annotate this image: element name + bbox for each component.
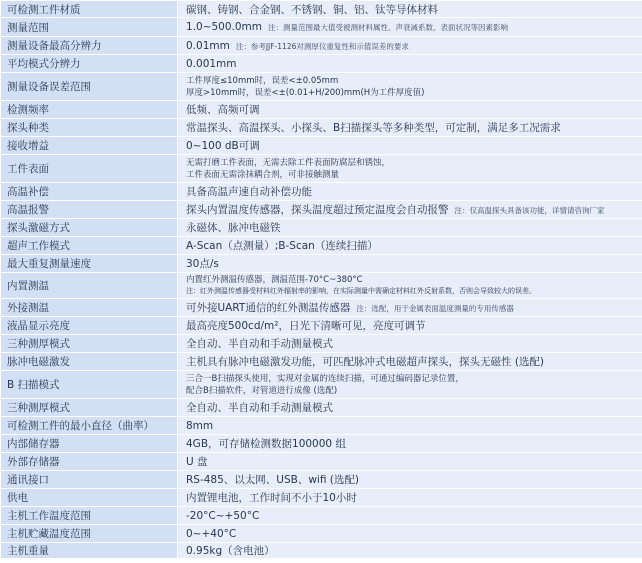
row-value	[178, 317, 642, 335]
row-value	[178, 183, 642, 201]
value-note: 注：测量范围最大值受被测材料属性、声衰减系数、表面状况等因素影响	[268, 23, 509, 32]
value-text: 0~+40°C	[186, 527, 237, 540]
table-row	[1, 273, 642, 299]
row-label: 供电	[1, 489, 178, 507]
value-line: 无需打磨工件表面，无需去除工件表面防腐层和锈蚀，	[186, 157, 391, 168]
value-text: 常温探头、高温探头、小探头、B扫描探头等多种类型，可定制，满足多工况需求	[186, 122, 561, 134]
row-value	[178, 471, 642, 489]
value-note: 注：选配，用于金属表面温度测量的专用传感器	[356, 304, 514, 313]
row-value	[178, 399, 642, 417]
value-text: 全自动、半自动和手动测量模式	[186, 338, 333, 350]
row-value	[178, 273, 642, 299]
row-value	[178, 489, 642, 507]
row-label: 检测频率	[1, 101, 178, 119]
row-label: 最大重复测量速度	[1, 255, 178, 273]
value-line: 内置红外测温传感器，测温范围-70°C~380°C	[186, 274, 363, 285]
row-label: 主机重量	[1, 543, 178, 559]
row-label: 外部存储器	[1, 453, 178, 471]
row-label: 测量范围	[1, 18, 178, 37]
row-label: 三种测厚模式	[1, 399, 178, 417]
row-value	[178, 543, 642, 559]
row-value	[178, 18, 642, 37]
table-row	[1, 489, 642, 507]
table-row	[1, 101, 642, 119]
row-label: 液晶显示亮度	[1, 317, 178, 335]
table-row	[1, 137, 642, 155]
row-label: B 扫描模式	[1, 371, 178, 399]
table-row	[1, 453, 642, 471]
row-value	[178, 1, 642, 18]
table-row	[1, 219, 642, 237]
row-value	[178, 201, 642, 219]
value-text: 可外接UART通信的红外测温传感器	[186, 302, 351, 314]
value-line: 注：红外测温传感器受材料红外辐射率的影响，在实际测量中需确定材料红外反射系数，否则会导致较大的误差。	[186, 286, 536, 295]
row-label: 可检测工件的最小直径（曲率）	[1, 417, 178, 435]
table-row	[1, 37, 642, 55]
row-label: 脉冲电磁激发	[1, 353, 178, 371]
value-text: 碳钢、铸钢、合金钢、不锈钢、铜、铝、钛等导体材料	[186, 3, 438, 16]
table-row	[1, 299, 642, 317]
row-label: 平均模式分辨力	[1, 55, 178, 73]
value-text: 0.001mm	[186, 57, 237, 70]
table-row	[1, 353, 642, 371]
value-text: 1.0~500.0mm	[186, 21, 263, 33]
row-value	[178, 73, 642, 101]
table-row	[1, 525, 642, 543]
row-label: 工件表面	[1, 155, 178, 183]
row-label: 通讯接口	[1, 471, 178, 489]
row-label: 接收增益	[1, 137, 178, 155]
row-label: 高温补偿	[1, 183, 178, 201]
row-value	[178, 155, 642, 183]
value-text: 0~100 dB可调	[186, 140, 260, 152]
value-text: 低频、高频可调	[186, 104, 260, 116]
value-line: 三合一B扫描探头使用，实现对金属的连续扫描，可通过编码器记录位置，	[186, 373, 464, 384]
row-label: 测量设备最高分辨力	[1, 37, 178, 55]
row-value	[178, 371, 642, 399]
row-value	[178, 453, 642, 471]
value-text: 永磁体、脉冲电磁铁	[186, 222, 281, 234]
table-row	[1, 317, 642, 335]
value-line: 厚度>10mm时，误差<±(0.01+H/200)mm(H为工件厚度值)	[186, 87, 425, 98]
table-row	[1, 255, 642, 273]
row-label: 主机贮藏温度范围	[1, 525, 178, 543]
table-row	[1, 201, 642, 219]
table-row	[1, 371, 642, 399]
row-value	[178, 255, 642, 273]
row-value	[178, 37, 642, 55]
value-line: 工件厚度≤10mm时，误差<±0.05mm	[186, 75, 339, 86]
row-value	[178, 353, 642, 371]
value-line: 工件表面无需涂抹耦合剂，可非接触测量	[186, 169, 340, 180]
table-row	[1, 471, 642, 489]
row-label: 主机工作温度范围	[1, 507, 178, 525]
row-label: 超声工作模式	[1, 237, 178, 255]
table-row	[1, 1, 642, 18]
value-text: A-Scan（点测量）;B-Scan（连续扫描）	[186, 240, 378, 252]
value-line: 配合B扫描软件，对管道进行成像 (选配)	[186, 385, 338, 396]
row-label: 探头种类	[1, 119, 178, 137]
row-value	[178, 55, 642, 73]
row-value	[178, 237, 642, 255]
row-value	[178, 137, 642, 155]
table-row	[1, 73, 642, 101]
value-text: 4GB，可存储检测数据100000 组	[186, 438, 346, 450]
row-label: 内部储存器	[1, 435, 178, 453]
value-text: 具备高温声速自动补偿功能	[186, 186, 312, 198]
row-value	[178, 119, 642, 137]
table-row	[1, 543, 642, 559]
row-label: 可检测工件材质	[1, 1, 178, 18]
value-text: 全自动、半自动和手动测量模式	[186, 402, 333, 414]
table-row	[1, 183, 642, 201]
row-label: 探头激磁方式	[1, 219, 178, 237]
row-value	[178, 417, 642, 435]
row-label: 高温报警	[1, 201, 178, 219]
table-row	[1, 55, 642, 73]
row-label: 测量设备误差范围	[1, 73, 178, 101]
table-row	[1, 237, 642, 255]
row-value	[178, 219, 642, 237]
row-value	[178, 101, 642, 119]
value-text: 主机具有脉冲电磁激发功能，可匹配脉冲式电磁超声探头，探头无磁性 (选配)	[186, 356, 545, 368]
table-row	[1, 18, 642, 37]
value-text: 30点/s	[186, 258, 219, 270]
value-text: 8mm	[186, 419, 214, 432]
table-row	[1, 399, 642, 417]
table-row	[1, 507, 642, 525]
table-row	[1, 435, 642, 453]
row-label: 内置测温	[1, 273, 178, 299]
value-text: 0.01mm	[186, 39, 230, 52]
row-value	[178, 435, 642, 453]
table-row	[1, 335, 642, 353]
value-text: 内置锂电池，工作时间不小于10小时	[186, 492, 357, 504]
table-row	[1, 155, 642, 183]
row-value	[178, 299, 642, 317]
value-text: 最高亮度500cd/m²，日光下清晰可见，亮度可调节	[186, 320, 426, 332]
table-row	[1, 119, 642, 137]
table-row	[1, 417, 642, 435]
value-text: 0.95kg（含电池）	[186, 545, 275, 557]
value-note: 注：仅高温探头具备该功能，详情请咨询厂家	[454, 206, 605, 215]
row-label: 三种测厚模式	[1, 335, 178, 353]
value-text: 探头内置温度传感器，探头温度超过预定温度会自动报警	[186, 204, 449, 216]
value-text: U 盘	[186, 456, 208, 468]
value-text: -20°C~+50°C	[186, 509, 260, 522]
row-value	[178, 335, 642, 353]
row-label: 外接测温	[1, 299, 178, 317]
row-value	[178, 507, 642, 525]
value-note: 注：参考JJF-1126对测厚仪重复性和示值误差的要求	[235, 41, 409, 51]
value-text: RS-485、以太网、USB、wifi (选配)	[186, 474, 359, 486]
row-value	[178, 525, 642, 543]
